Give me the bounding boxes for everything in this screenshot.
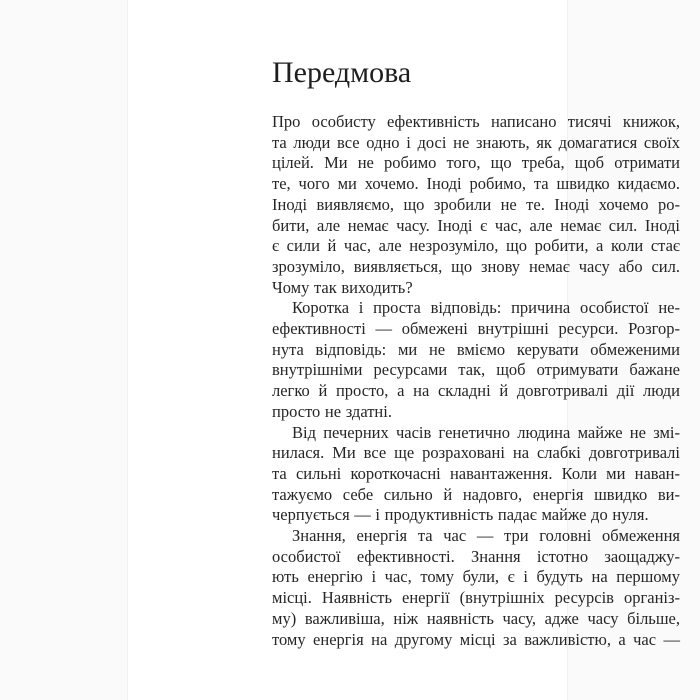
- text-line: те, чого ми хочемо. Іноді робимо, та швидко кидаємо.: [272, 174, 680, 194]
- text-line: місці. Наявність енергії (внутрішніх ресурсів організ-: [272, 588, 680, 608]
- text-line: просто не здатні.: [272, 401, 392, 421]
- paragraph: [272, 112, 680, 298]
- book-page: [127, 0, 680, 700]
- text-line: Коротка і проста відповідь: причина особистої не-: [292, 298, 680, 318]
- text-line: ють енергію і час, тому були, є і будуть на першому: [272, 567, 680, 587]
- text-line: нута відповідь: ми не вміємо керувати обмеженими: [272, 339, 680, 359]
- text-line: тому енергія на другому місці за важливістю, а час —: [272, 629, 680, 649]
- text-line: зрозуміло, виявляється, що знову немає часу або сил.: [272, 256, 680, 276]
- body-text: [272, 112, 680, 650]
- text-line: легко й просто, а на складні й довготривалі дії люди: [272, 381, 680, 401]
- text-line: бити, але немає часу. Іноді є час, але немає сил. Іноді: [272, 215, 680, 235]
- paragraph: [272, 526, 680, 650]
- text-line: цілей. Ми не робимо того, що треба, щоб отримати: [272, 153, 680, 173]
- text-line: нилася. Ми все ще розраховані на слабкі довготривалі: [272, 443, 680, 463]
- chapter-title: Передмова: [272, 56, 412, 89]
- text-line: внутрішніми ресурсами так, щоб отримувати бажане: [272, 360, 680, 380]
- text-line: Про особисту ефективність написано тисячі книжок,: [272, 112, 680, 131]
- text-line: Іноді виявляємо, що зробили не те. Іноді хочемо ро-: [272, 194, 680, 214]
- text-line: є сили й час, але незрозуміло, що робити, а коли стає: [272, 236, 680, 256]
- text-line: ефективності — обмежені внутрішні ресурси. Розгор-: [272, 319, 680, 339]
- text-line: та люди все одно і досі не знають, як домагатися своїх: [272, 132, 680, 152]
- text-line: Чому так виходить?: [272, 277, 413, 297]
- text-line: Від печерних часів генетично людина майже не змі-: [292, 422, 680, 442]
- paragraph: [272, 423, 680, 527]
- text-line: му) важливіша, ніж наявність часу, адже часу більше,: [272, 608, 680, 628]
- text-line: Знання, енергія та час — три головні обмеження: [292, 526, 680, 546]
- page-content: [272, 0, 680, 650]
- text-line: тажуємо себе сильно й надовго, енергія швидко ви-: [272, 484, 680, 504]
- text-line: та сильні короткочасні навантаження. Коли ми наван-: [272, 463, 680, 483]
- paragraph: [272, 298, 680, 422]
- text-line: особистої ефективності. Знання істотно заощаджу-: [272, 546, 680, 566]
- text-line: черпується — і продуктивність падає майже до нуля.: [272, 505, 649, 525]
